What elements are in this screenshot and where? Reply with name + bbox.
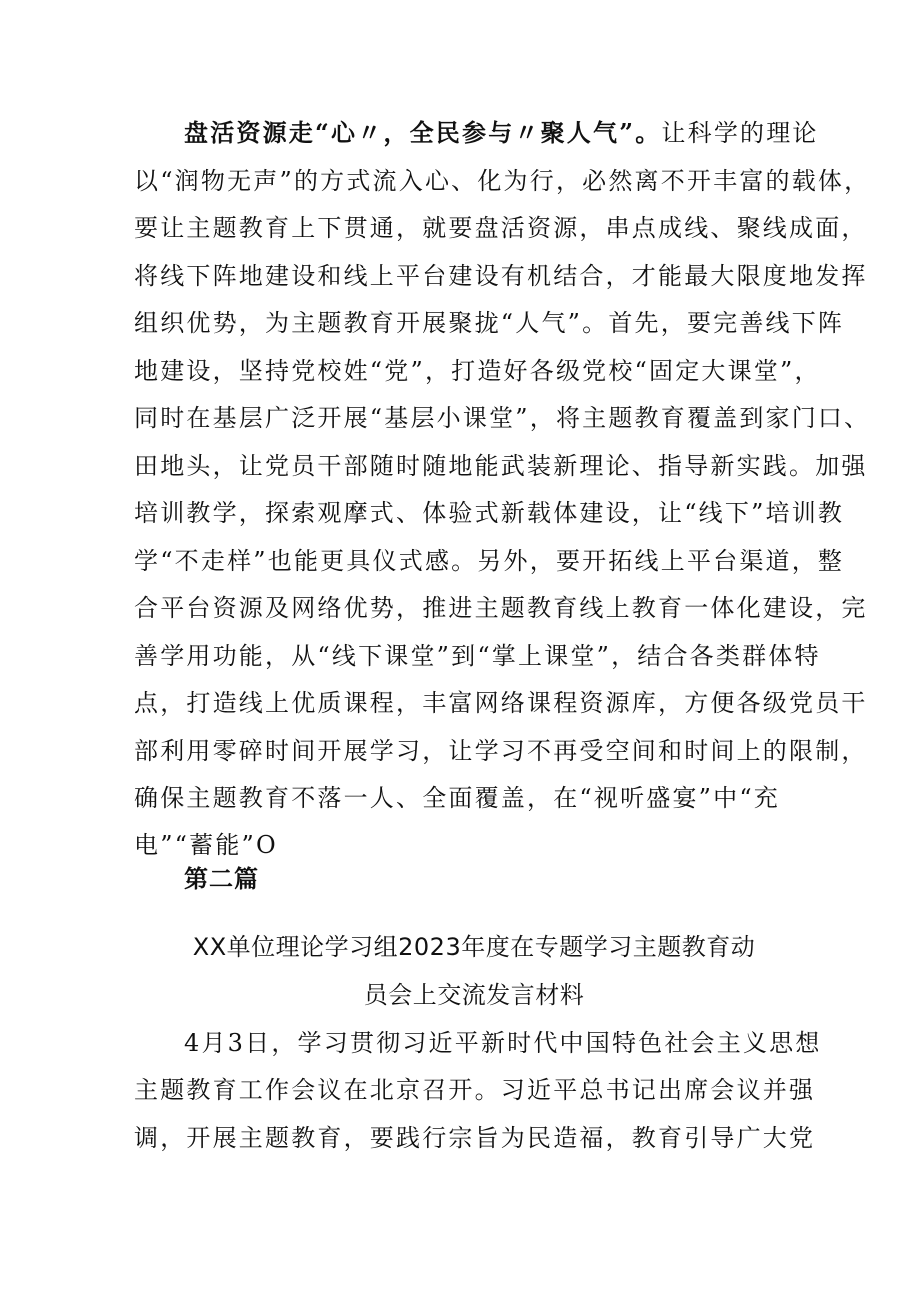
paragraph-line-12: 善学用功能，从“线下课堂”到“掌上课堂”，结合各类群体特: [134, 642, 821, 670]
paragraph-line-6: 地建设，坚持党校姓“党”，打造好各级党校“固定大课堂”，: [134, 357, 821, 385]
paragraph-line-1: [184, 118, 819, 148]
body-line-3: 调，开展主题教育，要践行宗旨为民造福，教育引导广大党: [134, 1124, 816, 1152]
body-line-1: 4月3日，学习贯彻习近平新时代中国特色社会主义思想: [184, 1029, 822, 1057]
paragraph-line-2: 以“润物无声”的方式流入心、化为行，必然离不开丰富的载体，: [134, 167, 871, 195]
paragraph-line-5: 组织优势，为主题教育开展聚拢“人气”。首先，要完善线下阵: [134, 309, 845, 337]
paragraph-line-14: 部利用零碎时间开展学习，让学习不再受空间和时间上的限制，: [134, 737, 868, 765]
paragraph-line-10: 学“不走样”也能更具仪式感。另外，要开拓线上平台渠道，整: [134, 547, 845, 575]
paragraph-heading: 盘活资源走“心〃，全民参与〃聚人气”。: [184, 118, 662, 147]
paragraph-line-7: 同时在基层广泛开展“基层小课堂”，将主题教育覆盖到家门口、: [134, 404, 871, 432]
document-title-line-1: XX单位理论学习组2023年度在专题学习主题教育动: [192, 933, 756, 961]
paragraph-line-8: 田地头，让党员干部随时随地能武装新理论、指导新实践。加强: [134, 452, 868, 480]
paragraph-line-9: 培训教学，探索观摩式、体验式新载体建设，让“线下”培训教: [134, 499, 845, 527]
paragraph-text: 让科学的理论: [661, 119, 819, 147]
paragraph-line-16: 电”“蓄能”O: [134, 831, 278, 859]
paragraph-line-3: 要让主题教育上下贯通，就要盘活资源，串点成线、聚线成面，: [134, 214, 868, 242]
paragraph-line-13: 点，打造线上优质课程，丰富网络课程资源库，方便各级党员干: [134, 689, 868, 717]
paragraph-line-4: 将线下阵地建设和线上平台建设有机结合，才能最大限度地发挥: [134, 262, 868, 290]
section-label: 第二篇: [184, 865, 259, 893]
paragraph-line-15: 确保主题教育不落一人、全面覆盖，在“视听盛宴”中“充: [134, 784, 781, 812]
body-line-2: 主题教育工作会议在北京召开。习近平总书记出席会议并强: [134, 1076, 816, 1104]
document-title-line-2: 员会上交流发言材料: [363, 981, 585, 1009]
paragraph-line-11: 合平台资源及网络优势，推进主题教育线上教育一体化建设，完: [134, 594, 868, 622]
